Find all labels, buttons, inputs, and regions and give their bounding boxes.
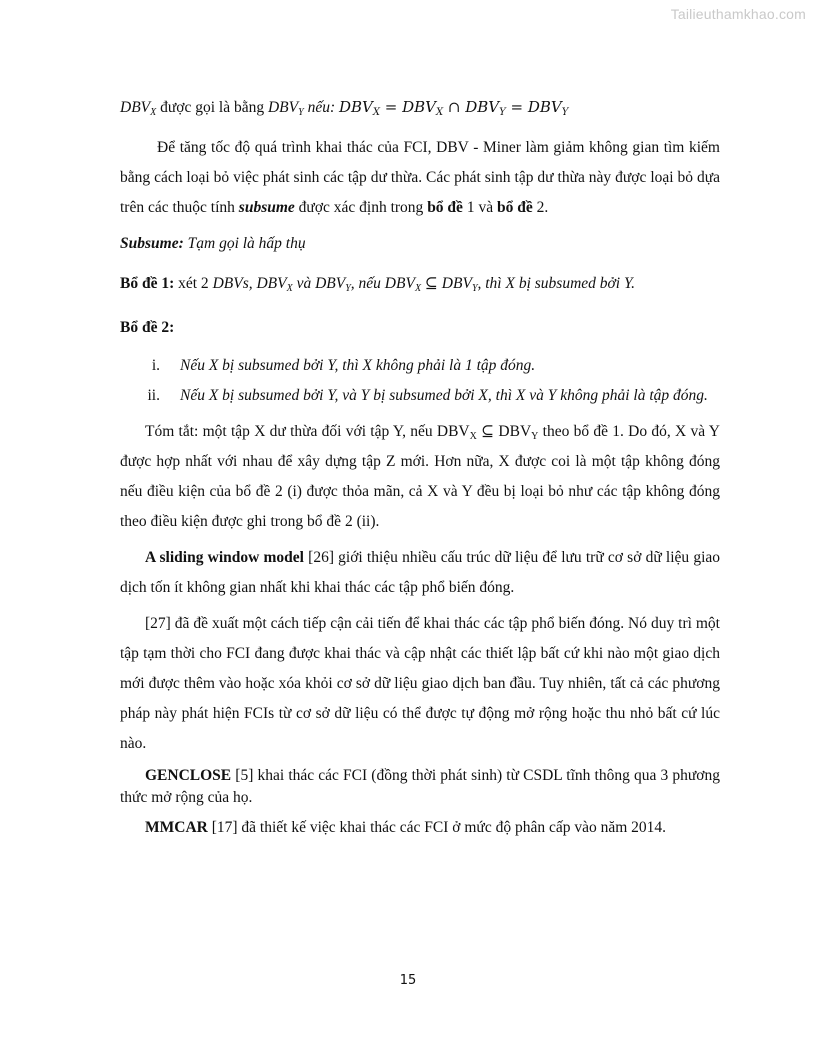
paragraph-speedup: Để tăng tốc độ quá trình khai thác của FCI, DBV - Miner làm giảm không gian tìm kiếm bằng cách loại bỏ việc phát sinh các tập dư thừa. Các phát sinh tập dư thừa này được loại bỏ dựa trên các thuộc tính subsume được xác định trong bổ đề 1 và bổ đề 2.	[120, 139, 720, 216]
document-body	[120, 92, 720, 839]
lemma-ref-2: bổ đề	[496, 199, 533, 216]
lemma-2-list	[120, 351, 720, 411]
mmcar-label: MMCAR	[145, 819, 208, 836]
page-number: 15	[399, 973, 417, 988]
list-item: i. Nếu X bị subsumed bởi Y, thì X không phải là 1 tập đóng.	[151, 357, 536, 374]
lemma-1: Bổ đề 1: xét 2 DBVs, $DBV_X$ và $DBV_Y$, nếu $DBV_X$ ⊆ $DBV_Y$, thì X bị subsumed bởi Y.	[120, 275, 636, 294]
sliding-window-label: A sliding window model	[145, 549, 304, 566]
lemma-2-label: Bổ đề 2:	[120, 319, 175, 336]
list-item: ii. Nếu X bị subsumed bởi Y, và Y bị subsumed bởi X, thì X và Y không phải là tập đóng.	[147, 387, 708, 404]
subsume-definition: Subsume: Tạm gọi là hấp thụ	[120, 235, 306, 252]
lemma-ref-1: bổ đề	[427, 199, 463, 216]
subsume-term: subsume	[238, 199, 295, 216]
paragraph-summary: Tóm tắt: một tập X dư thừa đối với tập Y, nếu $DBV_X$ ⊆ $DBV_Y$ theo bổ đề 1. Do đó, X và Y được hợp nhất với nhau để xây dựng tập Z mới. Hơn nữa, X được coi là một tập không đóng nếu điều kiện của bổ đề 2 (i) được thỏa mãn, cả X và Y đều bị loại bỏ như các tập không đóng theo điều kiện được ghi trong bổ đề 2 (ii).	[120, 423, 720, 530]
paragraph-genclose: GENCLOSE [5] khai thác các FCI (đồng thời phát sinh) từ CSDL tĩnh thông qua 3 phương thức mở rộng của họ.	[120, 767, 720, 806]
dbv-equality-definition	[120, 92, 720, 123]
equality-formula: $DBV_X = DBV_X$ ∩ $DBV_Y = DBV_Y$	[338, 98, 569, 118]
text-called-equal: được gọi là bằng	[156, 99, 268, 116]
paragraph-sliding-window: A sliding window model [26] giới thiệu nhiều cấu trúc dữ liệu để lưu trữ cơ sở dữ liệu giao dịch tốn ít không gian nhất khi khai thác các tập phổ biến đóng.	[120, 549, 721, 596]
dbv-y-term: $DBV_Y$ nếu:	[267, 99, 339, 118]
paragraph-mmcar: MMCAR [17] đã thiết kế việc khai thác các FCI ở mức độ phân cấp vào năm 2014.	[145, 819, 667, 836]
watermark: Tailieuthamkhao.com	[670, 6, 806, 22]
subsume-label: Subsume:	[120, 235, 184, 252]
dbv-x-term: $DBV_X$	[120, 99, 157, 118]
paragraph-ref-27: [27] đã đề xuất một cách tiếp cận cải tiến để khai thác các tập phổ biến đóng. Nó duy trì một tập tạm thời cho FCI đang được khai thác và cập nhật các thiết lập bất cứ khi nào một giao dịch mới được thêm vào hoặc xóa khỏi cơ sở dữ liệu giao dịch ban đầu. Tuy nhiên, tất cả các phương pháp này phát hiện FCIs từ cơ sở dữ liệu có thể được tự động mở rộng hoặc thu nhỏ bất cứ lúc nào.	[120, 615, 720, 752]
genclose-label: GENCLOSE	[145, 767, 232, 784]
lemma-1-label: Bổ đề 1:	[120, 275, 175, 292]
